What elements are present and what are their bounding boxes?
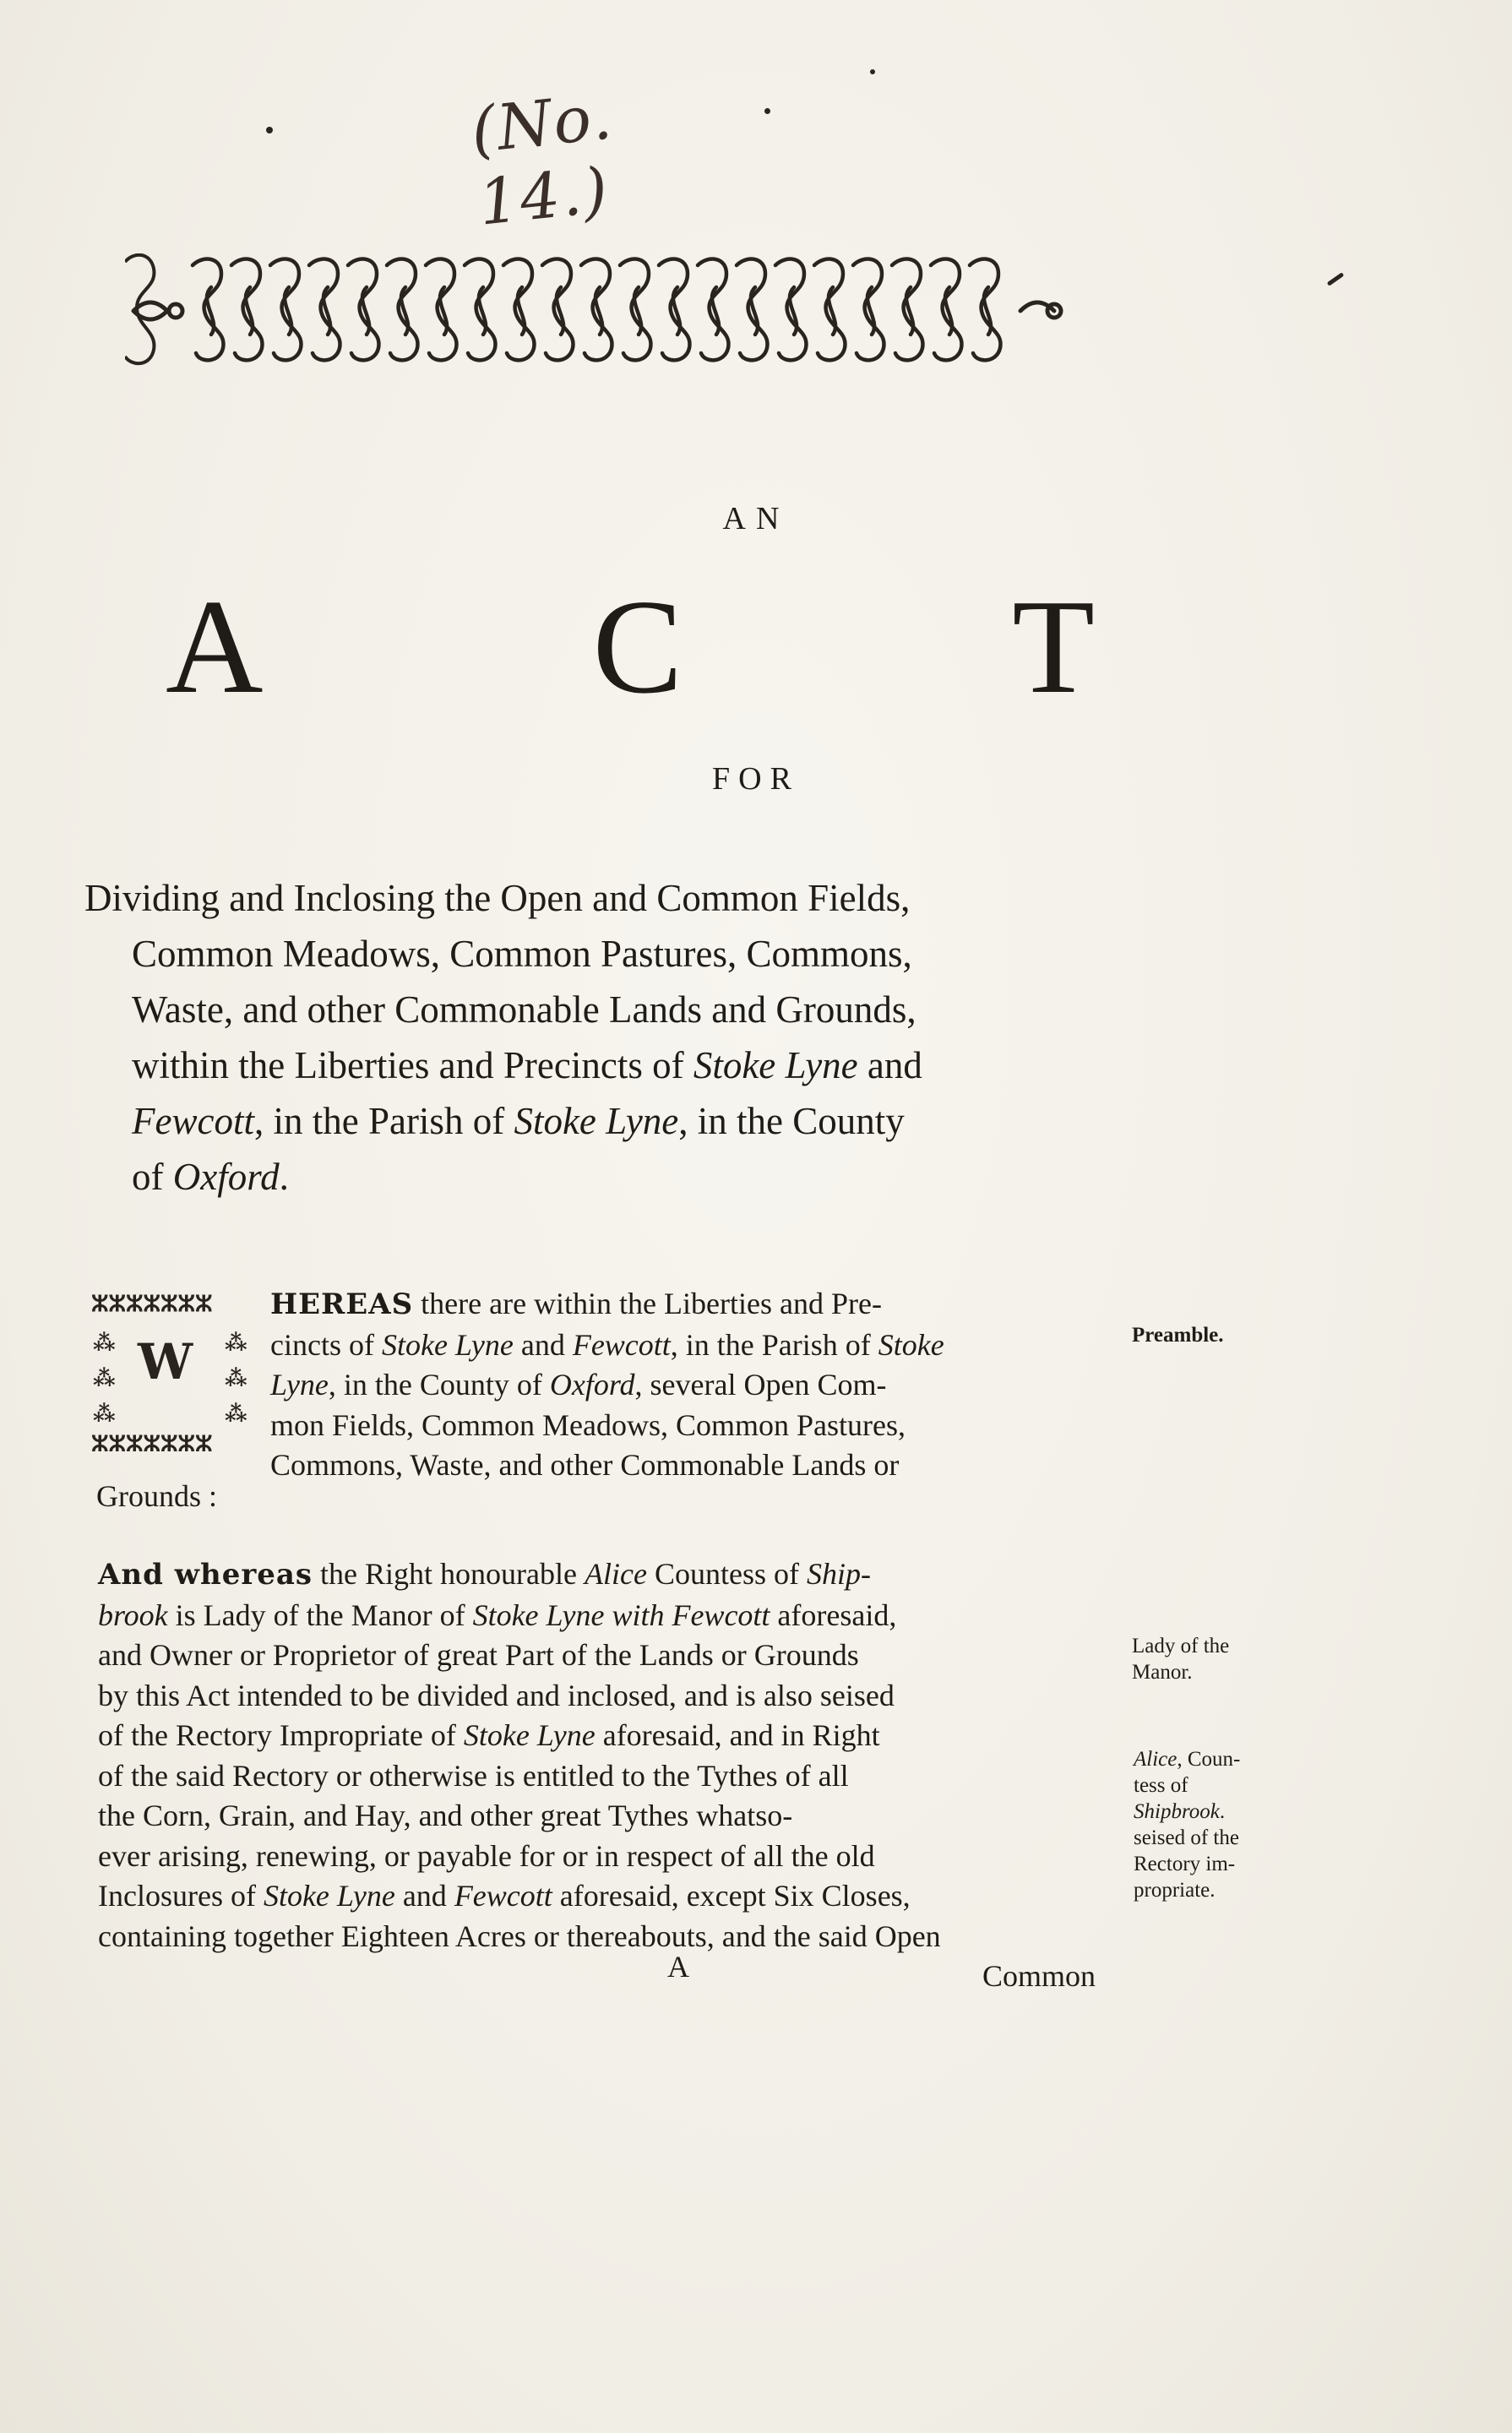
text-line: of the said Rectory or otherwise is entitled to the Tythes of all — [98, 1758, 849, 1793]
ink-dot — [870, 69, 875, 74]
ornament-loop — [931, 259, 961, 361]
text-line: And whereas the Right honourable Alice Countess of Ship- — [98, 1557, 871, 1592]
ornament-loop — [775, 259, 806, 361]
svg-text:⁂: ⁂ — [225, 1402, 247, 1427]
ornament-loop — [193, 259, 223, 361]
ornament-loop — [737, 259, 767, 361]
signature-mark: A — [667, 1950, 689, 1984]
act-letter: T — [1012, 571, 1095, 721]
text-line: Grounds : — [96, 1479, 217, 1513]
ink-stroke — [1327, 272, 1345, 286]
text-line: and Owner or Proprietor of great Part of the Lands or Grounds — [98, 1638, 859, 1672]
text-line: of the Rectory Impropriate of Stoke Lyne aforesaid, and in Right — [98, 1718, 880, 1752]
ink-dot — [764, 108, 770, 114]
margin-note-alice: Alice, Coun- tess of Shipbrook. seised of the Rectory im- propriate. — [1134, 1748, 1241, 1902]
text-line: the Corn, Grain, and Hay, and other great Tythes whatso- — [98, 1799, 793, 1832]
margin-note-preamble: Preamble. — [1132, 1324, 1224, 1347]
svg-text:⁂: ⁂ — [93, 1331, 116, 1356]
second-paragraph — [98, 1554, 1120, 1957]
svg-text:ⵣⵣⵣⵣⵣⵣⵣ: ⵣⵣⵣⵣⵣⵣⵣ — [91, 1292, 213, 1317]
ornament-loop — [814, 259, 845, 361]
ornament-loop — [620, 259, 650, 361]
text-line: brook is Lady of the Manor of Stoke Lyne with Fewcott aforesaid, — [98, 1598, 897, 1632]
text-line: HEREAS there are within the Liberties and Pre- — [270, 1287, 882, 1321]
ornament-loop — [503, 259, 534, 361]
margin-note-lady: Lady of the Manor. — [1132, 1635, 1230, 1684]
ornament-loop — [309, 259, 340, 361]
heading-act — [166, 571, 1095, 721]
title-line: Common Meadows, Common Pastures, Commons, — [132, 933, 912, 975]
ornament-loop — [387, 259, 417, 361]
ornament-loop — [853, 259, 884, 361]
title-line: of Oxford. — [132, 1156, 289, 1198]
text-line: mon Fields, Common Meadows, Common Pastures, — [270, 1407, 906, 1442]
ornament-loop — [426, 259, 456, 361]
ornament-loop — [231, 259, 262, 361]
title-line: Dividing and Inclosing the Open and Common Fields, — [84, 877, 911, 919]
svg-text:⁂: ⁂ — [93, 1366, 116, 1391]
act-title — [84, 870, 1115, 1205]
handwritten-number: (No. 14.) — [467, 80, 617, 240]
dropcap-letter: W — [138, 1333, 193, 1391]
ornament-loop — [348, 259, 378, 361]
act-letter: A — [166, 571, 264, 721]
catchword: Common — [982, 1959, 1096, 1993]
title-line: within the Liberties and Precincts of Stoke Lyne and — [132, 1044, 922, 1086]
ornament-loop — [659, 259, 689, 361]
ornament-loop — [892, 259, 922, 361]
text-line: Commons, Waste, and other Commonable Lands or — [270, 1448, 900, 1482]
title-line: Fewcott, in the Parish of Stoke Lyne, in the County — [132, 1100, 905, 1142]
text-line: containing together Eighteen Acres or thereabouts, and the said Open — [98, 1919, 941, 1953]
ink-dot — [266, 127, 273, 133]
ornament-loop — [465, 259, 495, 361]
svg-text:⁂: ⁂ — [93, 1402, 116, 1427]
ornament-loop — [970, 259, 1000, 361]
act-letter: C — [592, 571, 683, 721]
ornament-loop — [581, 259, 612, 361]
svg-text:⁂: ⁂ — [225, 1331, 247, 1356]
ornament-headpiece — [125, 253, 1071, 367]
text-line: Inclosures of Stoke Lyne and Fewcott aforesaid, except Six Closes, — [98, 1879, 911, 1913]
text-line: cincts of Stoke Lyne and Fewcott, in the Parish of Stoke — [270, 1327, 944, 1362]
svg-text:⁂: ⁂ — [225, 1366, 247, 1391]
svg-text:ⵣⵣⵣⵣⵣⵣⵣ: ⵣⵣⵣⵣⵣⵣⵣ — [91, 1432, 213, 1451]
preamble-lines — [270, 1284, 1115, 1486]
heading-for: FOR — [712, 761, 800, 797]
title-line: Waste, and other Commonable Lands and Grounds, — [132, 988, 916, 1031]
text-line: by this Act intended to be divided and inclosed, and is also seised — [98, 1678, 895, 1712]
ornament-loop — [542, 259, 573, 361]
ornament-loop — [270, 259, 301, 361]
heading-an: AN — [722, 501, 790, 536]
ornament-loop — [698, 259, 728, 361]
text-line: Lyne, in the County of Oxford, several Open Com- — [270, 1368, 887, 1402]
text-line: ever arising, renewing, or payable for or in respect of all the old — [98, 1838, 875, 1873]
